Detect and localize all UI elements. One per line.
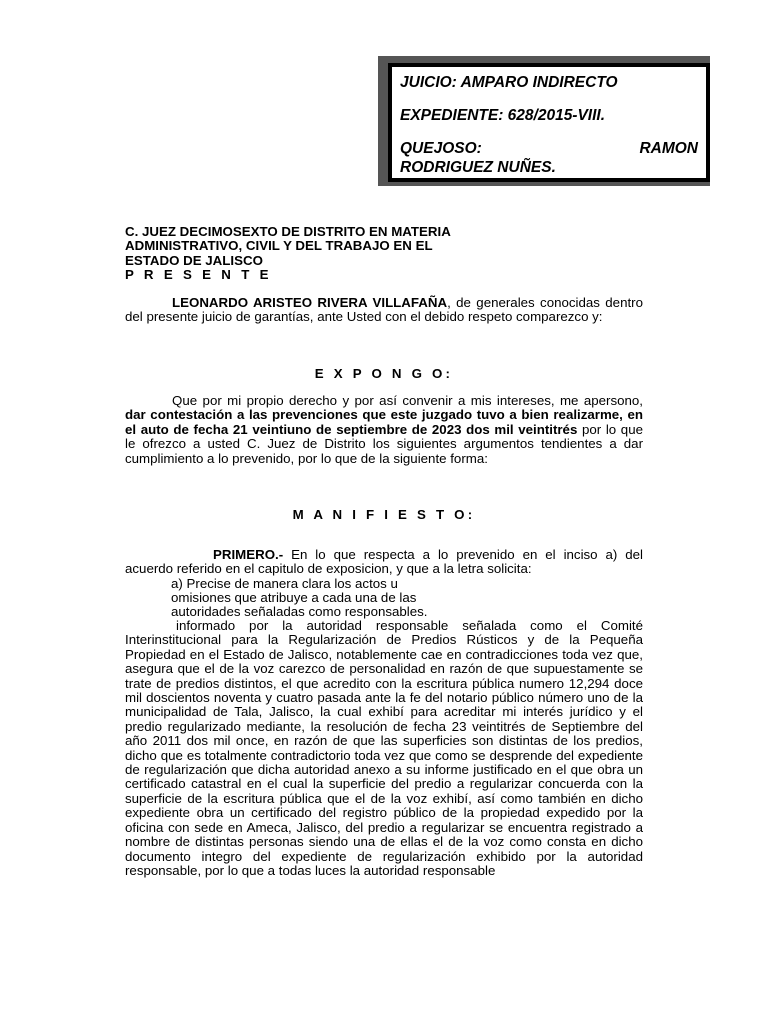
quejoso-label: QUEJOSO: xyxy=(400,140,482,157)
case-header-box xyxy=(388,63,710,182)
juicio-line: JUICIO: AMPARO INDIRECTO xyxy=(400,74,618,91)
expongo-bold-text: dar contestación a las prevenciones que este juzgado tuvo a bien realizarme, en el auto de fecha 21 veintiuno de septiembre de 2023 dos mil veintitrés xyxy=(125,407,643,437)
quejoso-surname: RODRIGUEZ NUÑES. xyxy=(400,159,556,176)
petitioner-name: LEONARDO ARISTEO RIVERA VILLAFAÑA xyxy=(172,295,448,310)
addressee-block xyxy=(125,225,645,283)
quejoso-row xyxy=(400,139,698,158)
expongo-text-2: por lo que le ofrezco a usted C. Juez de Distrito los siguientes argumentos tendientes a dar cumplimiento a lo prevenido, por lo que de la siguiente forma: xyxy=(125,421,643,466)
intro-text: , de generales conocidas dentro del presente juicio de garantías, ante Usted con el debido respeto comparezco y: xyxy=(125,295,643,325)
primero-label: PRIMERO.- xyxy=(213,547,284,562)
body-paragraph: informado por la autoridad responsable señalada como el Comité Interinstitucional para la Regularización de Predios Rústicos y de la Pequeña Propiedad en el Estado de Jalisco, notablemente cae en contradicciones toda vez que, asegura que el de la voz carezco de personalidad en razón de que supuestamente se trate de predios distintos, el que acredito con la escritura pública numero 12,294 doce mil doscientos noventa y cuatro pasada ante la fe del notario público número uno de la municipalidad de Tala, Jalisco, la cual exhibí para acreditar mi interés jurídico y el predio regularizado mediante, la resolución de fecha 23 veintitrés de Septiembre del año 2011 dos mil once, en razón de que las superficies son distintas de los predios, dicho que es totalmente contradictorio toda vez que como se desprende del expediente de regularización que dicha autoridad anexo a su informe justificado en el que obra un certificado catastral en el cual la superficie del predio a regularizar concuerda con la superficie de la escritura pública que el de la voz exhibí, así como también en dicho expediente obra un certificado del registro público de la propiedad expedido por la oficina con sede en Ameca, Jalisco, del predio a regularizar se encuentra registrado a nombre de distintas personas siendo una de ellas el de la voz como consta en dicho documento integro del expediente de regularización exhibido por la autoridad responsable, por lo que a todas luces la autoridad responsable xyxy=(125,618,643,878)
expediente-line: EXPEDIENTE: 628/2015-VIII. xyxy=(400,107,606,124)
addressee-line-1: C. JUEZ DECIMOSEXTO DE DISTRITO EN MATERIA xyxy=(125,224,451,239)
intro-paragraph xyxy=(125,296,643,325)
quejoso-first-name: RAMON xyxy=(639,140,698,157)
list-line-1: a) Precise de manera clara los actos u xyxy=(171,576,398,591)
addressee-line-4: P R E S E N T E xyxy=(125,267,272,283)
addressee-line-3: ESTADO DE JALISCO xyxy=(125,252,263,268)
expongo-text-1: Que por mi propio derecho y por así convenir a mis intereses, me apersono, xyxy=(172,393,643,408)
primero-text: En lo que respecta a lo prevenido en el inciso a) del acuerdo referido en el capitulo de exposicion, y que a la letra solicita: xyxy=(125,547,643,577)
list-line-3: autoridades señaladas como responsables. xyxy=(171,604,428,619)
heading-expongo: E X P O N G O: xyxy=(314,366,454,381)
list-line-2: omisiones que atribuye a cada una de las xyxy=(171,590,417,605)
heading-manifiesto: M A N I F I E S T O: xyxy=(292,507,476,522)
addressee-line-2: ADMINISTRATIVO, CIVIL Y DEL TRABAJO EN EL xyxy=(125,238,433,254)
primero-paragraph xyxy=(125,548,643,577)
expongo-paragraph xyxy=(125,394,643,466)
